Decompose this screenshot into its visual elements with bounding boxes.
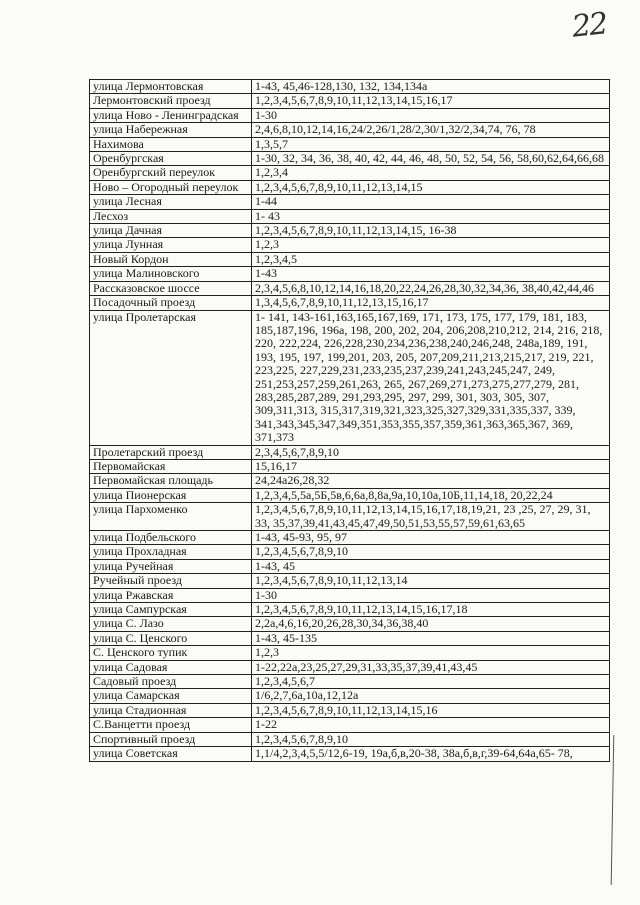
house-numbers-cell: 1,2,3 <box>252 646 610 660</box>
street-name-cell: С. Ценского тупик <box>90 646 252 660</box>
street-name-cell: улица Набережная <box>90 123 252 137</box>
table-row <box>90 675 610 689</box>
street-name-cell: Первомайская <box>90 459 252 473</box>
house-numbers-cell: 1,2,3,4,5,6,7,8,9,10,11,12,13,14,15, 16-38 <box>252 224 610 238</box>
street-name-cell: Садовый проезд <box>90 675 252 689</box>
table-row <box>90 209 610 223</box>
table-row <box>90 80 610 94</box>
handwritten-page-number: 22 <box>570 6 608 45</box>
house-numbers-cell: 2,3,4,5,6,7,8,9,10 <box>252 445 610 459</box>
house-numbers-cell: 1,2,3,4,5,6,7,8,9,10,11,12,13,14,15,16,17,18,19,21, 23 ,25, 27, 29, 31, 33, 35,37,39,41,43,45,47,49,50,51,53,55,57,59,61,63,65 <box>252 503 610 531</box>
house-numbers-cell: 1,2,3,4 <box>252 166 610 180</box>
street-name-cell: улица Лунная <box>90 238 252 252</box>
table-row <box>90 281 610 295</box>
table-row <box>90 166 610 180</box>
street-name-cell: улица Лермонтовская <box>90 80 252 94</box>
house-numbers-cell: 2,3,4,5,6,8,10,12,14,16,18,20,22,24,26,28,30,32,34,36, 38,40,42,44,46 <box>252 281 610 295</box>
table-row <box>90 747 610 761</box>
table-row <box>90 459 610 473</box>
street-name-cell: улица Пионерская <box>90 488 252 502</box>
table-row <box>90 718 610 732</box>
table-row <box>90 545 610 559</box>
table-row <box>90 224 610 238</box>
table-row <box>90 574 610 588</box>
table-row <box>90 503 610 531</box>
street-name-cell: улица Самарская <box>90 689 252 703</box>
street-name-cell: Лермонтовский проезд <box>90 94 252 108</box>
table-row <box>90 531 610 545</box>
table-row <box>90 267 610 281</box>
house-numbers-cell: 1-43, 45-93, 95, 97 <box>252 531 610 545</box>
house-numbers-cell: 2,4,6,8,10,12,14,16,24/2,26/1,28/2,30/1,32/2,34,74, 76, 78 <box>252 123 610 137</box>
table-row <box>90 588 610 602</box>
house-numbers-cell: 1-30 <box>252 108 610 122</box>
streets-table <box>89 79 610 762</box>
street-name-cell: улица Сампурская <box>90 603 252 617</box>
table-row <box>90 631 610 645</box>
house-numbers-cell: 1- 43 <box>252 209 610 223</box>
street-name-cell: улица Ручейная <box>90 559 252 573</box>
house-numbers-cell: 1-43, 45 <box>252 559 610 573</box>
street-name-cell: Новый Кордон <box>90 252 252 266</box>
house-numbers-cell: 15,16,17 <box>252 459 610 473</box>
house-numbers-cell: 1-22,22а,23,25,27,29,31,33,35,37,39,41,43,45 <box>252 660 610 674</box>
street-name-cell: Пролетарский проезд <box>90 445 252 459</box>
street-name-cell: улица Ржавская <box>90 588 252 602</box>
street-name-cell: Нахимова <box>90 137 252 151</box>
street-name-cell: Первомайская площадь <box>90 474 252 488</box>
house-numbers-cell: 1,2,3,4,5 <box>252 252 610 266</box>
street-name-cell: улица Прохладная <box>90 545 252 559</box>
table-row <box>90 689 610 703</box>
house-numbers-cell: 24,24а26,28,32 <box>252 474 610 488</box>
table-row <box>90 137 610 151</box>
house-numbers-cell: 1,2,3,4,5,6,7,8,9,10,11,12,13,14,15,16,17 <box>252 94 610 108</box>
table-row <box>90 732 610 746</box>
table-row <box>90 152 610 166</box>
house-numbers-cell: 1,1/4,2,3,4,5,5/12,6-19, 19а,б,в,20-38, 38а,б,в,г,39-64,64а,65- 78, <box>252 747 610 761</box>
table-row <box>90 603 610 617</box>
table-row <box>90 703 610 717</box>
street-name-cell: Рассказовское шоссе <box>90 281 252 295</box>
table-row <box>90 445 610 459</box>
table-row <box>90 660 610 674</box>
house-numbers-cell: 1-43 <box>252 267 610 281</box>
table-row <box>90 488 610 502</box>
street-name-cell: Оренбургская <box>90 152 252 166</box>
street-name-cell: улица Садовая <box>90 660 252 674</box>
table-row <box>90 617 610 631</box>
street-name-cell: улица Подбельского <box>90 531 252 545</box>
street-name-cell: улица С. Лазо <box>90 617 252 631</box>
table-row <box>90 559 610 573</box>
street-name-cell: Спортивный проезд <box>90 732 252 746</box>
table-row <box>90 94 610 108</box>
street-name-cell: улица Лесная <box>90 195 252 209</box>
table-row <box>90 296 610 310</box>
house-numbers-cell: 1,2,3,4,5,6,7 <box>252 675 610 689</box>
table-row <box>90 252 610 266</box>
street-name-cell: улица Пархоменко <box>90 503 252 531</box>
house-numbers-cell: 1- 141, 143-161,163,165,167,169, 171, 173, 175, 177, 179, 181, 183, 185,187,196, 196а, 198, 200, 202, 204, 206,208,210,212, 214, 216, 218, 220, 222,224, 226,228,230,234,236,238,240,246,248, 248а,189, 191, 193, 195, 197, 199,201, 203, 205, 207,209,211,213,215,217, 219, 221, 223,225, 227,229,231,233,235,237,239,241,243,245,247, 249, 251,253,257,259,261,263, 265, 267,269,271,273,275,277,279, 281, 283,285,287,289, 291,293,295, 297, 299, 301, 303, 305, 307, 309,311,313, 315,317,319,321,323,325,327,329,331,335,337, 339, 341,343,345,347,349,351,353,355,357,359,361,363,365,367, 369, 371,373 <box>252 310 610 445</box>
house-numbers-cell: 1,3,5,7 <box>252 137 610 151</box>
street-name-cell: улица Стадионная <box>90 703 252 717</box>
table-row <box>90 180 610 194</box>
table-row <box>90 474 610 488</box>
house-numbers-cell: 1-22 <box>252 718 610 732</box>
house-numbers-cell: 1,3,4,5,6,7,8,9,10,11,12,13,15,16,17 <box>252 296 610 310</box>
table-row <box>90 195 610 209</box>
house-numbers-cell: 1,2,3,4,5,5а,5Б,5в,6,6а,8,8а,9а,10,10а,10Б,11,14,18, 20,22,24 <box>252 488 610 502</box>
street-name-cell: Ручейный проезд <box>90 574 252 588</box>
house-numbers-cell: 1-43, 45,46-128,130, 132, 134,134а <box>252 80 610 94</box>
house-numbers-cell: 1-30 <box>252 588 610 602</box>
street-name-cell: Посадочный проезд <box>90 296 252 310</box>
house-numbers-cell: 1-30, 32, 34, 36, 38, 40, 42, 44, 46, 48, 50, 52, 54, 56, 58,60,62,64,66,68 <box>252 152 610 166</box>
table-row <box>90 238 610 252</box>
margin-pen-line <box>611 735 615 885</box>
street-name-cell: улица Дачная <box>90 224 252 238</box>
house-numbers-cell: 1,2,3,4,5,6,7,8,9,10,11,12,13,14,15,16 <box>252 703 610 717</box>
table-row <box>90 646 610 660</box>
street-name-cell: улица С. Ценского <box>90 631 252 645</box>
house-numbers-cell: 1,2,3 <box>252 238 610 252</box>
street-name-cell: улица Пролетарская <box>90 310 252 445</box>
house-numbers-cell: 1,2,3,4,5,6,7,8,9,10 <box>252 732 610 746</box>
street-name-cell: С.Ванцетти проезд <box>90 718 252 732</box>
house-numbers-cell: 1,2,3,4,5,6,7,8,9,10,11,12,13,14,15 <box>252 180 610 194</box>
street-name-cell: Ново – Огородный переулок <box>90 180 252 194</box>
house-numbers-cell: 2,2а,4,6,16,20,26,28,30,34,36,38,40 <box>252 617 610 631</box>
house-numbers-cell: 1-43, 45-135 <box>252 631 610 645</box>
street-name-cell: улица Ново - Ленинградская <box>90 108 252 122</box>
house-numbers-cell: 1-44 <box>252 195 610 209</box>
table-row <box>90 108 610 122</box>
streets-table-body <box>90 80 610 762</box>
street-name-cell: улица Советская <box>90 747 252 761</box>
street-name-cell: Лесхоз <box>90 209 252 223</box>
house-numbers-cell: 1,2,3,4,5,6,7,8,9,10,11,12,13,14 <box>252 574 610 588</box>
house-numbers-cell: 1,2,3,4,5,6,7,8,9,10,11,12,13,14,15,16,17,18 <box>252 603 610 617</box>
table-row <box>90 123 610 137</box>
street-name-cell: Оренбургский переулок <box>90 166 252 180</box>
house-numbers-cell: 1,2,3,4,5,6,7,8,9,10 <box>252 545 610 559</box>
street-name-cell: улица Малиновского <box>90 267 252 281</box>
table-row <box>90 310 610 445</box>
house-numbers-cell: 1/6,2,7,6а,10а,12,12а <box>252 689 610 703</box>
